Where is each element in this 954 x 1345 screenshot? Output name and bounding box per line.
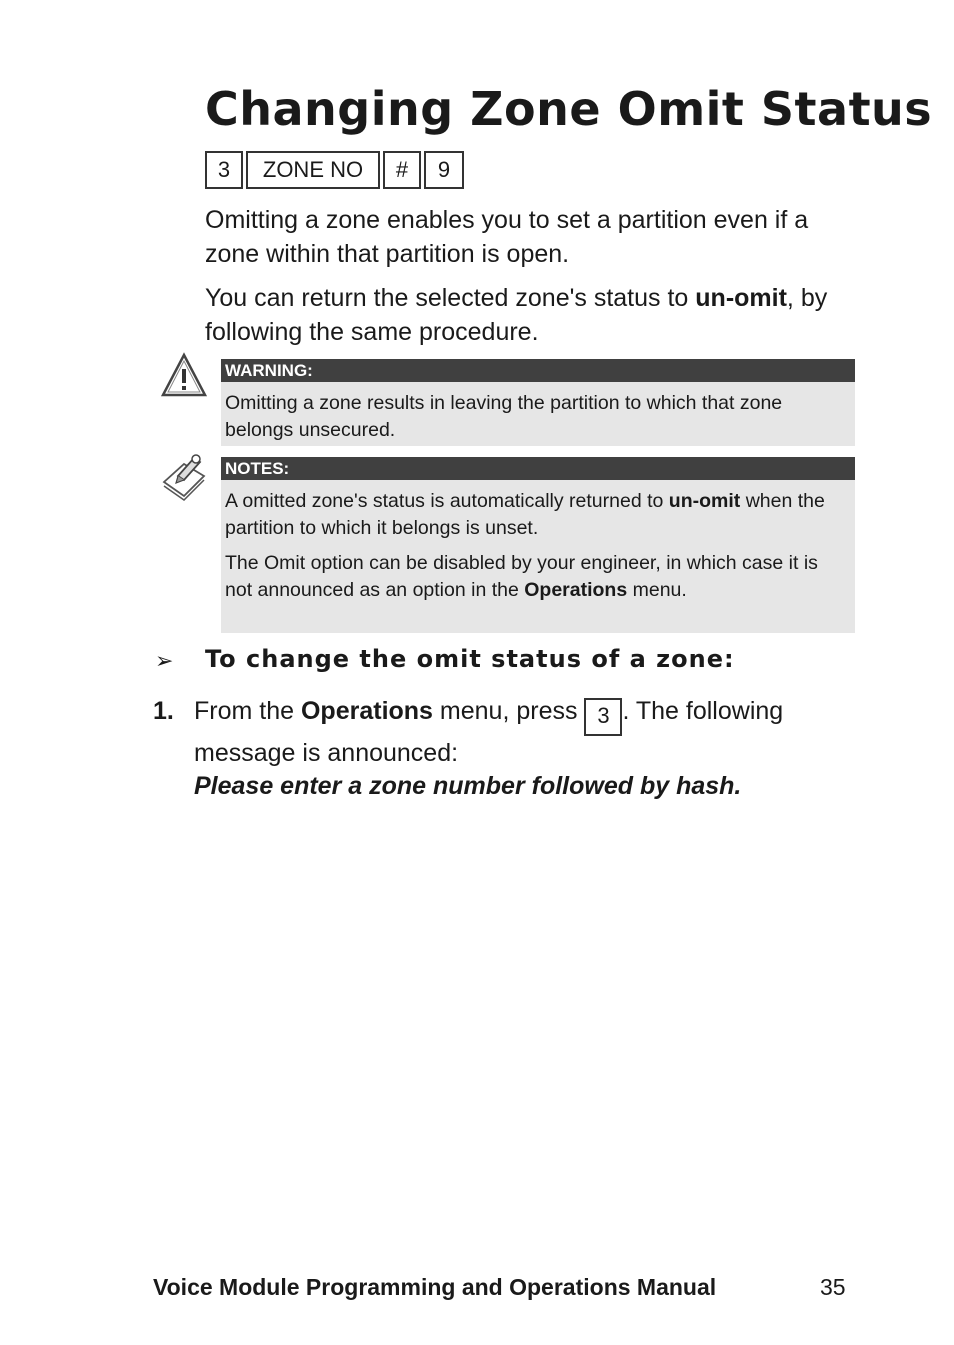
step-1-pre: From the [194,697,295,725]
procedure-heading: To change the omit status of a zone: [205,645,735,673]
step-1-text [194,694,834,770]
page-number: 35 [820,1274,846,1300]
note-1-post: when the partition to which it belongs is unset. [225,490,825,539]
step-1-bold: Operations [300,697,433,725]
key-sequence [205,151,464,189]
key-3-inline: 3 [584,698,622,736]
key-9: 9 [424,151,464,189]
note-1-pre: A omitted zone's status is automatically returned to [225,490,664,512]
warning-heading: WARNING: [221,359,855,382]
note-2-pre: The Omit option can be disabled by your engineer, in which case it is not announced as an option in the [225,552,818,601]
notes-body [221,480,855,633]
key-zone-no: ZONE NO [246,151,380,189]
return-text-post: , by following the same procedure. [205,284,828,346]
step-1-post: . The following message is announced: [194,697,784,767]
intro-paragraph: Omitting a zone enables you to set a partition even if a zone within that partition is open. [205,206,809,268]
footer-manual-title: Voice Module Programming and Operations Manual [153,1274,717,1300]
note-2-post: menu. [632,579,687,601]
warning-triangle-icon [160,352,208,403]
page-title: Changing Zone Omit Status [205,82,933,136]
notepad-pencil-icon [158,452,210,507]
note-2 [225,550,845,604]
note-1-bold: un-omit [668,490,741,512]
return-text-pre: You can return the selected zone's status to [205,284,689,312]
note-1 [225,488,845,542]
key-hash: # [383,151,421,189]
step-1-mid: menu, press [439,697,578,725]
key-3: 3 [205,151,243,189]
warning-body [221,382,855,446]
notes-heading: NOTES: [221,457,855,480]
return-text-bold: un-omit [695,284,787,312]
procedure-arrow-icon: ➢ [155,648,174,673]
return-paragraph [205,281,855,349]
step-number: 1. [153,697,174,725]
note-2-bold: Operations [524,579,628,601]
announced-message: Please enter a zone number followed by hash. [194,772,742,800]
warning-text: Omitting a zone results in leaving the partition to which that zone belongs unsecured. [225,392,783,441]
